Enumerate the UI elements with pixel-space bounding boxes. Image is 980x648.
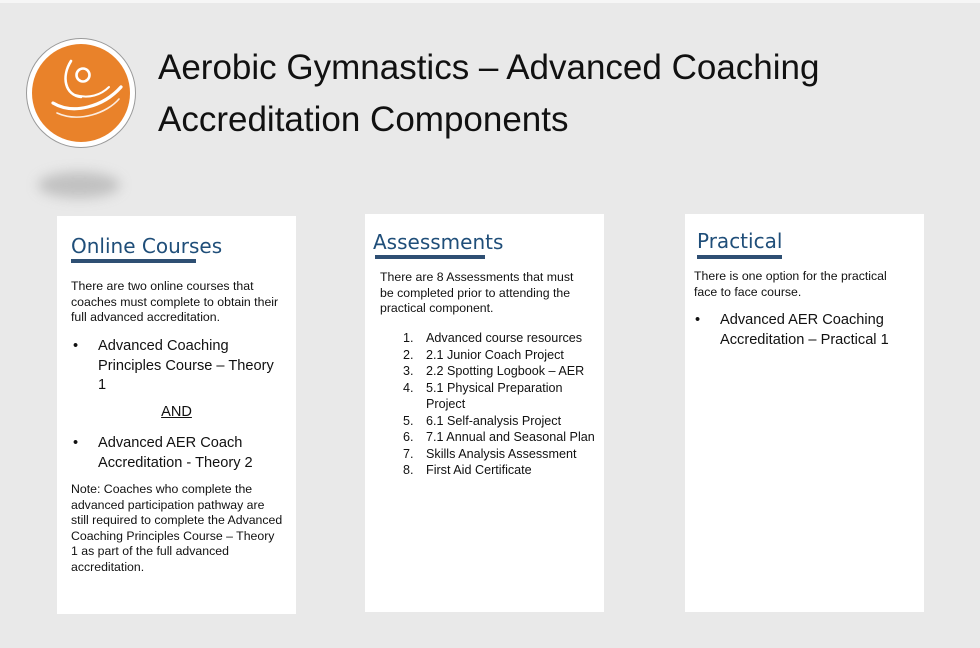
online-courses-intro: There are two online courses that coaches must complete to obtain their full advanced accreditation. — [71, 279, 279, 324]
assessments-card — [365, 214, 604, 612]
list-item — [365, 330, 597, 347]
gymnast-logo-icon — [31, 43, 131, 143]
list-item — [365, 347, 597, 364]
practical-intro: There is one option for the practical face to face course. — [694, 269, 887, 299]
list-item — [365, 413, 597, 430]
list-number: 5. — [403, 413, 414, 428]
practical-list — [679, 311, 914, 350]
assessments-intro: There are 8 Assessments that must be completed prior to attending the practical component. — [380, 270, 574, 315]
heading-underline — [71, 259, 196, 263]
list-item — [365, 380, 597, 413]
list-number: 3. — [403, 364, 414, 378]
heading-underline — [697, 255, 782, 259]
list-text: 6.1 Self-analysis Project — [426, 413, 562, 428]
list-number: 4. — [403, 380, 414, 395]
online-courses-list-2 — [57, 434, 282, 473]
page-title-line-2: Accreditation Components — [158, 100, 569, 139]
page-title-line-1: Aerobic Gymnastics – Advanced Coaching — [158, 48, 820, 87]
heading-underline — [375, 255, 485, 259]
list-text: 2.1 Junior Coach Project — [426, 347, 564, 362]
practical-heading: Practical — [697, 229, 783, 253]
list-item — [365, 363, 597, 380]
online-courses-note: Note: Coaches who complete the advanced participation pathway are still required to complete the Advanced Coaching Principles Course – Theory 1 as part of the full advanced accreditation. — [71, 482, 283, 574]
top-strip — [0, 0, 980, 3]
practical-card — [685, 214, 924, 612]
list-item: • Advanced Coaching Principles Course – Theory 1 — [57, 337, 282, 396]
list-text: 7.1 Annual and Seasonal Plan — [426, 430, 595, 444]
list-item — [365, 429, 597, 446]
list-text: 2.2 Spotting Logbook – AER — [426, 364, 585, 378]
list-text: Advanced course resources — [426, 331, 583, 345]
online-courses-card — [57, 216, 296, 614]
list-text: First Aid Certificate — [426, 463, 532, 477]
list-number: 7. — [403, 446, 414, 461]
list-text: 5.1 Physical Preparation Project — [426, 380, 563, 411]
logo — [26, 38, 136, 148]
list-number: 1. — [403, 331, 414, 345]
list-item: • Advanced AER Coaching Accreditation – Practical 1 — [679, 311, 914, 350]
list-number: 8. — [403, 463, 414, 477]
shadow-decoration — [38, 172, 120, 198]
list-item — [365, 446, 597, 463]
list-number: 2. — [403, 347, 414, 362]
list-number: 6. — [403, 430, 414, 444]
online-courses-list — [57, 337, 282, 396]
list-item: • Advanced AER Coach Accreditation - Theory 2 — [57, 434, 282, 473]
and-label: AND — [161, 404, 192, 420]
list-text: Skills Analysis Assessment — [426, 446, 577, 461]
assessments-list — [365, 330, 597, 479]
online-courses-heading: Online Courses — [71, 234, 223, 258]
list-item — [365, 462, 597, 479]
assessments-heading: Assessments — [373, 230, 504, 254]
page-title — [158, 42, 819, 146]
